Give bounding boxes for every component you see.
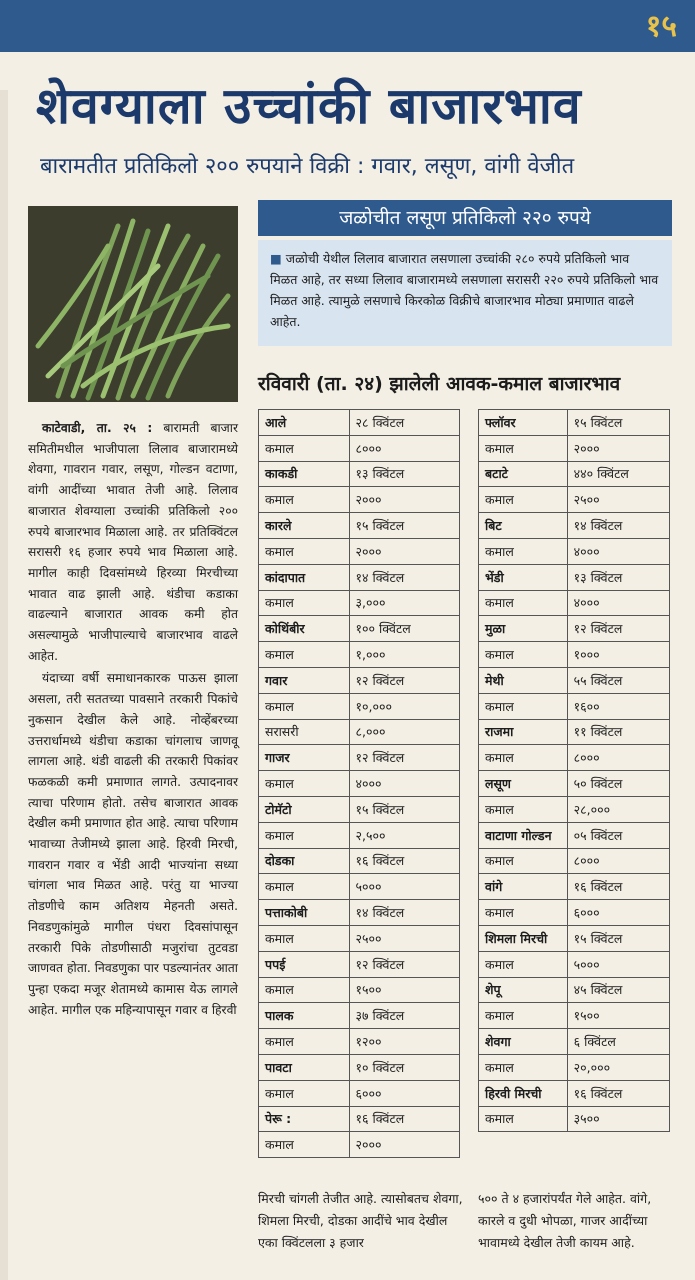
table-row [259, 487, 460, 513]
crop-name-cell: कमाल [479, 642, 568, 668]
crop-name-cell: आले [259, 410, 350, 436]
table-row [259, 616, 460, 642]
quantity-cell: ६००० [567, 900, 669, 926]
article-para-1: बारामती बाजार समितीमधील भाजीपाला लिलाव बाजारामध्ये शेवगा, गावरान गवार, लसूण, गोल्डन वटाणा, वांगी आदींच्या भावात तेजी आहे. लिलाव बाजारात शेवग्याला उच्चांकी प्रतिकिलो २०० रुपये बाजारभाव मिळाला आहे. तर प्रतिक्विंटल सरासरी १६ हजार रुपये भाव मिळाला आहे. मागील काही दिवसांमध्ये हिरव्या मिरचीच्या भावात वाढ झाली आहे. थंडीचा कडाका वाढल्याने बाजारात आवक कमी होत असल्यामुळे भाजीपाल्याचे बाजारभाव वाढले आहेत. [28, 421, 238, 663]
crop-name-cell: कमाल [259, 925, 350, 951]
quantity-cell: १३ क्विंटल [567, 564, 669, 590]
crop-name-cell: कोथिंबीर [259, 616, 350, 642]
crop-name-cell: कमाल [479, 487, 568, 513]
quantity-cell: १६०० [567, 693, 669, 719]
table-row [479, 848, 670, 874]
table-row [479, 435, 670, 461]
table-row [479, 538, 670, 564]
market-table-left [258, 409, 460, 1158]
quantity-cell: ५००० [567, 951, 669, 977]
crop-name-cell: वांगे [479, 874, 568, 900]
table-row [479, 461, 670, 487]
quantity-cell: १,००० [349, 642, 459, 668]
article-body [28, 418, 238, 1022]
table-row [259, 435, 460, 461]
quantity-cell: १०० क्विंटल [349, 616, 459, 642]
quantity-cell: ४००० [567, 538, 669, 564]
crop-name-cell: कमाल [479, 1054, 568, 1080]
quantity-cell: १००० [567, 642, 669, 668]
crop-name-cell: शेपू [479, 977, 568, 1003]
table-row [259, 1080, 460, 1106]
crop-name-cell: कमाल [479, 590, 568, 616]
bullet-square-icon: ■ [270, 251, 282, 266]
quantity-cell: १६ क्विंटल [349, 848, 459, 874]
table-row [259, 410, 460, 436]
crop-name-cell: वाटाणा गोल्डन [479, 822, 568, 848]
quantity-cell: १५ क्विंटल [567, 410, 669, 436]
table-row [479, 616, 670, 642]
quantity-cell: २,५०० [349, 822, 459, 848]
crop-name-cell: कमाल [479, 796, 568, 822]
crop-name-cell: बिट [479, 513, 568, 539]
quantity-cell: १६ क्विंटल [567, 874, 669, 900]
quantity-cell: २५०० [567, 487, 669, 513]
table-row [259, 822, 460, 848]
table-row [259, 513, 460, 539]
crop-name-cell: मेथी [479, 667, 568, 693]
crop-name-cell: कमाल [479, 1106, 568, 1132]
quantity-cell: १३ क्विंटल [349, 461, 459, 487]
crop-name-cell: कमाल [479, 435, 568, 461]
crop-name-cell: कमाल [259, 1080, 350, 1106]
table-row [479, 487, 670, 513]
quantity-cell: ३७ क्विंटल [349, 1003, 459, 1029]
crop-name-cell: कमाल [259, 435, 350, 461]
table-row [479, 1106, 670, 1132]
table-row [479, 796, 670, 822]
table-row [259, 693, 460, 719]
quantity-cell: २०,००० [567, 1054, 669, 1080]
crop-name-cell: शेवगा [479, 1029, 568, 1055]
crop-name-cell: कमाल [259, 590, 350, 616]
table-row [259, 564, 460, 590]
table-row [259, 1029, 460, 1055]
box-text: जळोची येथील लिलाव बाजारात लसणाला उच्चांकी २८० रुपये प्रतिकिलो भाव मिळत आहे, तर सध्या लिलाव बाजारामध्ये लसणाला सरासरी २२० रुपये प्रतिकिलो भाव मिळत आहे. त्यामुळे लसणाचे किरकोळ विक्रीचे बाजारभाव मोठ्या प्रमाणात वाढले आहेत. [270, 251, 659, 329]
drumstick-photo [28, 206, 238, 402]
headline: शेवग्याला उच्चांकी बाजारभाव [36, 77, 582, 135]
crop-name-cell: कमाल [259, 642, 350, 668]
quantity-cell: १२ क्विंटल [349, 667, 459, 693]
crop-name-cell: कमाल [259, 874, 350, 900]
crop-name-cell: लसूण [479, 771, 568, 797]
table-row [259, 848, 460, 874]
article-para-2: यंदाच्या वर्षी समाधानकारक पाऊस झाला असला, तरी सततच्या पावसाने तरकारी पिकांचे नुकसान देखील केले आहे. नोव्हेंबरच्या उत्तरार्धामध्ये थंडीचा कडाका चांगलाच जाणवू लागला आहे. थंडी वाढली की तरकारी पिकांवर फळकळी कमी प्रमाणात लागते. उत्पादनावर त्याचा परिणाम होतो. तसेच बाजारात आवक देखील कमी प्रमाणात होत आहे. त्याचा परिणाम भावाच्या तेजीमध्ये झाला आहे. हिरवी मिरची, गावरान गवार व भेंडी आदी भाज्यांना सध्या चांगला भाव मिळत आहे. परंतु या भाज्या तोडणीचे काम अतिशय मेहनती असते. निवडणुकांमुळे मागील पंधरा दिवसांपासून तरकारी पिके तोडणीसाठी मजुरांचा तुटवडा जाणवत होता. निवडणुका पार पडल्यानंतर आता पुन्हा एकदा मजूर शेतामध्ये कामास येऊ लागले आहेत. मागील एक महिन्यापासून गवार व हिरवी [28, 671, 238, 1017]
crop-name-cell: मुळा [479, 616, 568, 642]
quantity-cell: ४४० क्विंटल [567, 461, 669, 487]
page-header-bar [0, 0, 695, 52]
crop-name-cell: कारले [259, 513, 350, 539]
quantity-cell: १५०० [567, 1003, 669, 1029]
crop-name-cell: सरासरी [259, 719, 350, 745]
crop-name-cell: कमाल [479, 951, 568, 977]
quantity-cell: ८००० [567, 745, 669, 771]
quantity-cell: ३५०० [567, 1106, 669, 1132]
crop-name-cell: पालक [259, 1003, 350, 1029]
table-row [259, 925, 460, 951]
table-row [479, 822, 670, 848]
dateline: काटेवाडी, ता. २५ : [42, 421, 153, 435]
subheadline: बारामतीत प्रतिकिलो २०० रुपयाने विक्री : गवार, लसूण, वांगी वेजीत [40, 154, 575, 179]
quantity-cell: १५ क्विंटल [567, 925, 669, 951]
table-row [259, 667, 460, 693]
table-row [259, 874, 460, 900]
crop-name-cell: शिमला मिरची [479, 925, 568, 951]
quantity-cell: ५० क्विंटल [567, 771, 669, 797]
quantity-cell: १२ क्विंटल [349, 745, 459, 771]
market-table-right [478, 409, 670, 1132]
table-row [479, 900, 670, 926]
crop-name-cell: कांदापात [259, 564, 350, 590]
table-row [259, 538, 460, 564]
table-row [259, 745, 460, 771]
table-row [479, 977, 670, 1003]
crop-name-cell: पपई [259, 951, 350, 977]
box-title: जळोचीत लसूण प्रतिकिलो २२० रुपये [258, 200, 672, 236]
crop-name-cell: कमाल [259, 771, 350, 797]
table-row [479, 1054, 670, 1080]
table-row [479, 1080, 670, 1106]
quantity-cell: ५००० [349, 874, 459, 900]
crop-name-cell: काकडी [259, 461, 350, 487]
table-row [259, 1106, 460, 1132]
quantity-cell: १६ क्विंटल [567, 1080, 669, 1106]
drumstick-image [28, 206, 238, 402]
table-row [479, 564, 670, 590]
table-row [259, 1003, 460, 1029]
crop-name-cell: गाजर [259, 745, 350, 771]
quantity-cell: २००० [349, 1132, 459, 1158]
crop-name-cell: कमाल [479, 848, 568, 874]
table-row [479, 771, 670, 797]
crop-name-cell: पत्ताकोबी [259, 900, 350, 926]
crop-name-cell: कमाल [259, 1132, 350, 1158]
quantity-cell: १२ क्विंटल [567, 616, 669, 642]
quantity-cell: ४००० [567, 590, 669, 616]
crop-name-cell: टोमॅटो [259, 796, 350, 822]
table-row [479, 667, 670, 693]
table-row [479, 693, 670, 719]
table-row [479, 719, 670, 745]
crop-name-cell: कमाल [259, 693, 350, 719]
quantity-cell: १४ क्विंटल [567, 513, 669, 539]
crop-name-cell: पावटा [259, 1054, 350, 1080]
quantity-cell: १० क्विंटल [349, 1054, 459, 1080]
quantity-cell: ६००० [349, 1080, 459, 1106]
crop-name-cell: कमाल [259, 1029, 350, 1055]
crop-name-cell: कमाल [479, 693, 568, 719]
crop-name-cell: कमाल [479, 900, 568, 926]
table-row [259, 900, 460, 926]
quantity-cell: १२०० [349, 1029, 459, 1055]
box-body [258, 240, 672, 346]
table-row [479, 951, 670, 977]
table-title: रविवारी (ता. २४) झालेली आवक-कमाल बाजारभाव [258, 373, 621, 395]
table-row [259, 719, 460, 745]
page-margin [0, 90, 8, 1280]
quantity-cell: १४ क्विंटल [349, 900, 459, 926]
quantity-cell: ८००० [567, 848, 669, 874]
table-row [479, 642, 670, 668]
crop-name-cell: राजमा [479, 719, 568, 745]
quantity-cell: २००० [349, 538, 459, 564]
footer-text-right: ५०० ते ४ हजारांपर्यंत गेले आहेत. वांगे, कारले व दुधी भोपळा, गाजर आदींच्या भावामध्ये देखील तेजी कायम आहे. [478, 1191, 652, 1250]
quantity-cell: ८,००० [349, 719, 459, 745]
quantity-cell: ४००० [349, 771, 459, 797]
quantity-cell: १५ क्विंटल [349, 796, 459, 822]
table-row [259, 1054, 460, 1080]
table-row [479, 410, 670, 436]
table-row [259, 977, 460, 1003]
quantity-cell: २००० [567, 435, 669, 461]
crop-name-cell: भेंडी [479, 564, 568, 590]
crop-name-cell: दोडका [259, 848, 350, 874]
quantity-cell: ०५ क्विंटल [567, 822, 669, 848]
table-row [479, 590, 670, 616]
quantity-cell: ११ क्विंटल [567, 719, 669, 745]
crop-name-cell: पेरू : [259, 1106, 350, 1132]
table-row [259, 771, 460, 797]
quantity-cell: १६ क्विंटल [349, 1106, 459, 1132]
crop-name-cell: गवार [259, 667, 350, 693]
quantity-cell: ८००० [349, 435, 459, 461]
crop-name-cell: बटाटे [479, 461, 568, 487]
table-row [259, 951, 460, 977]
crop-name-cell: कमाल [479, 538, 568, 564]
quantity-cell: १०,००० [349, 693, 459, 719]
crop-name-cell: फ्लॉवर [479, 410, 568, 436]
quantity-cell: ५५ क्विंटल [567, 667, 669, 693]
quantity-cell: १५ क्विंटल [349, 513, 459, 539]
table-row [479, 1003, 670, 1029]
crop-name-cell: कमाल [479, 745, 568, 771]
crop-name-cell: कमाल [259, 977, 350, 1003]
table-row [479, 513, 670, 539]
crop-name-cell: कमाल [259, 487, 350, 513]
quantity-cell: ३,००० [349, 590, 459, 616]
crop-name-cell: कमाल [479, 1003, 568, 1029]
table-row [479, 1029, 670, 1055]
quantity-cell: २००० [349, 487, 459, 513]
table-row [259, 461, 460, 487]
table-row [259, 1132, 460, 1158]
crop-name-cell: कमाल [259, 538, 350, 564]
crop-name-cell: हिरवी मिरची [479, 1080, 568, 1106]
quantity-cell: १५०० [349, 977, 459, 1003]
quantity-cell: १४ क्विंटल [349, 564, 459, 590]
table-row [479, 874, 670, 900]
table-row [259, 796, 460, 822]
quantity-cell: ४५ क्विंटल [567, 977, 669, 1003]
table-row [479, 925, 670, 951]
quantity-cell: २८,००० [567, 796, 669, 822]
quantity-cell: १२ क्विंटल [349, 951, 459, 977]
crop-name-cell: कमाल [259, 822, 350, 848]
table-row [259, 590, 460, 616]
table-row [479, 745, 670, 771]
quantity-cell: ६ क्विंटल [567, 1029, 669, 1055]
footer-text-middle: मिरची चांगली तेजीत आहे. त्यासोबतच शेवगा, शिमला मिरची, दोडका आदींचे भाव देखील एका क्विंटलला ३ हजार [258, 1191, 463, 1250]
page-number: १५ [645, 9, 677, 44]
quantity-cell: २५०० [349, 925, 459, 951]
quantity-cell: २८ क्विंटल [349, 410, 459, 436]
table-row [259, 642, 460, 668]
